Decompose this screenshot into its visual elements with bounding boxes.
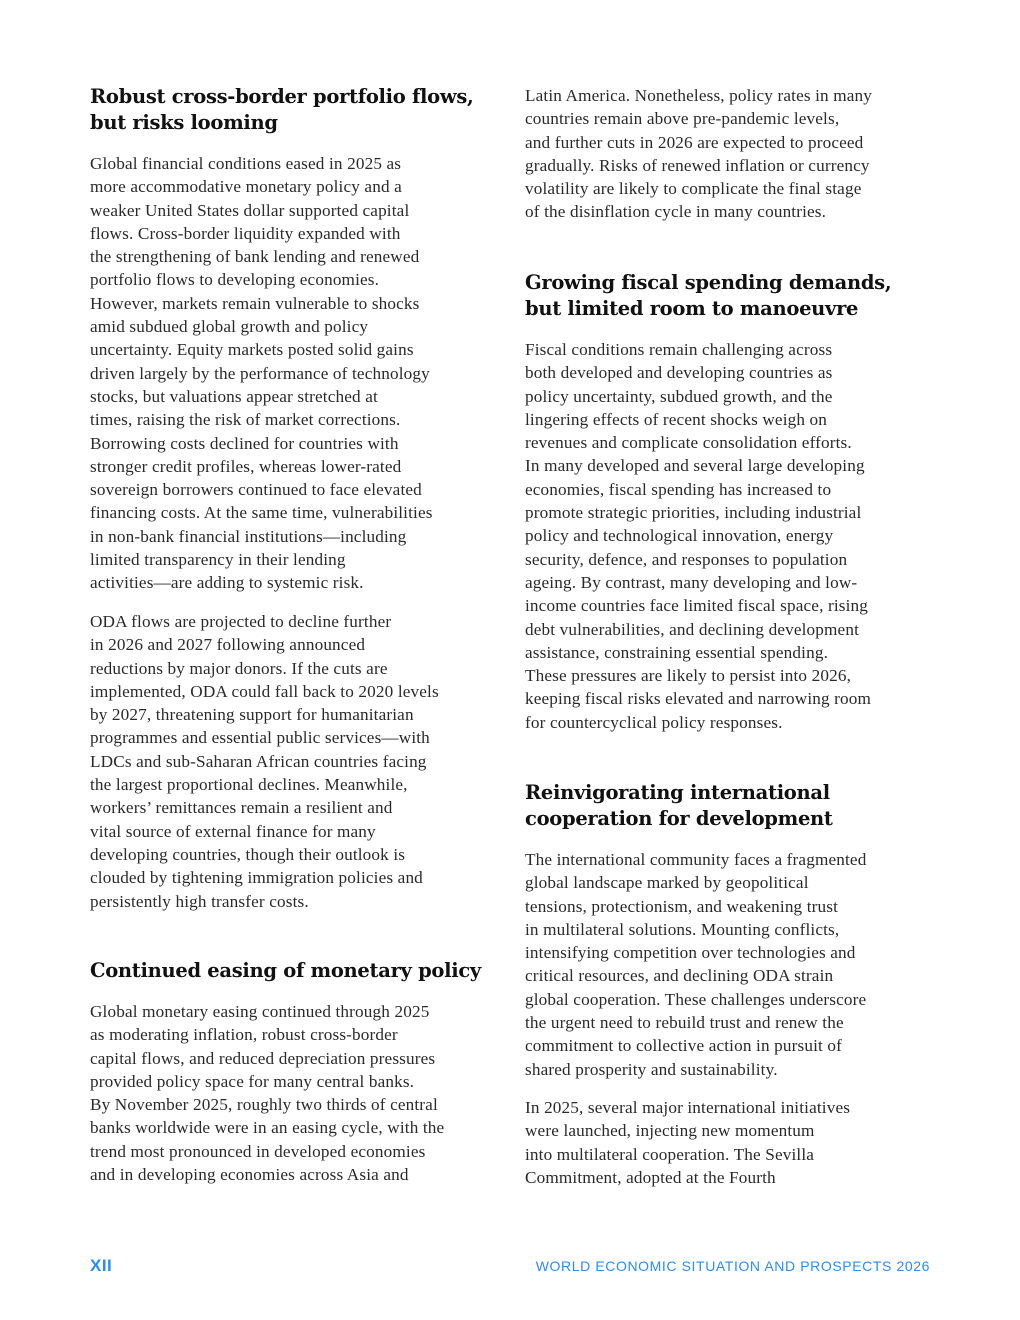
text-line: uncertainty. Equity markets posted solid gains — [90, 340, 414, 360]
text-line: security, defence, and responses to population — [525, 549, 848, 569]
paragraph-monetary-continuation — [525, 84, 872, 224]
text-line: more accommodative monetary policy and a — [90, 177, 402, 197]
paragraph-oda-flows — [90, 610, 439, 913]
text-line: sovereign borrowers continued to face elevated — [90, 480, 422, 500]
text-line: stocks, but valuations appear stretched at — [90, 386, 378, 406]
text-line: amid subdued global growth and policy — [90, 317, 369, 337]
section-heading-international-cooperation — [525, 780, 833, 832]
text-line: times, raising the risk of market corrections. — [90, 410, 401, 430]
text-line: by 2027, threatening support for humanitarian — [90, 705, 414, 725]
text-line: economies, fiscal spending has increased to — [525, 479, 832, 499]
text-line: global cooperation. These challenges underscore — [525, 989, 867, 1009]
text-line: income countries face limited fiscal space, rising — [525, 596, 869, 616]
text-line: The international community faces a fragmented — [525, 850, 867, 869]
text-line: LDCs and sub-Saharan African countries facing — [90, 751, 427, 771]
text-line: countries remain above pre-pandemic levels, — [525, 109, 840, 129]
text-line: revenues and complicate consolidation efforts. — [525, 433, 852, 453]
text-line: policy uncertainty, subdued growth, and the — [525, 386, 833, 406]
text-line: lingering effects of recent shocks weigh on — [525, 409, 828, 429]
text-line: vital source of external finance for many — [90, 821, 376, 841]
text-line: Global financial conditions eased in 2025 as — [90, 154, 402, 173]
text-line: Latin America. Nonetheless, policy rates in many — [525, 86, 873, 105]
section-heading-monetary-policy — [90, 958, 481, 984]
heading-line: Growing fiscal spending demands, — [525, 271, 892, 294]
text-line: the urgent need to rebuild trust and renew the — [525, 1013, 844, 1033]
text-line: into multilateral cooperation. The Sevilla — [525, 1144, 815, 1164]
text-line: reductions by major donors. If the cuts are — [90, 658, 388, 678]
paragraph-monetary-easing — [90, 1000, 444, 1186]
text-line: debt vulnerabilities, and declining development — [525, 619, 859, 639]
text-line: promote strategic priorities, including industrial — [525, 503, 862, 523]
text-line: However, markets remain vulnerable to shocks — [90, 293, 420, 313]
text-line: the largest proportional declines. Meanwhile, — [90, 775, 408, 795]
text-line: capital flows, and reduced depreciation pressures — [90, 1048, 436, 1068]
text-line: portfolio flows to developing economies. — [90, 270, 380, 290]
text-line: ODA flows are projected to decline further — [90, 612, 392, 631]
text-line: the strengthening of bank lending and renewed — [90, 247, 420, 267]
text-line: financing costs. At the same time, vulnerabilities — [90, 503, 433, 523]
publication-title: WORLD ECONOMIC SITUATION AND PROSPECTS 2026 — [535, 1258, 930, 1274]
text-line: and further cuts in 2026 are expected to proceed — [525, 132, 864, 152]
text-line: stronger credit profiles, whereas lower-rated — [90, 456, 402, 476]
text-line: both developed and developing countries as — [525, 363, 833, 383]
text-line: assistance, constraining essential spending. — [525, 642, 829, 662]
text-line: persistently high transfer costs. — [90, 891, 309, 911]
text-line: ageing. By contrast, many developing and low- — [525, 572, 858, 592]
paragraph-fragmented-landscape — [525, 848, 866, 1081]
text-line: programmes and essential public services—with — [90, 728, 430, 748]
text-line: By November 2025, roughly two thirds of central — [90, 1095, 438, 1115]
text-line: Fiscal conditions remain challenging across — [525, 340, 833, 359]
text-line: gradually. Risks of renewed inflation or currency — [525, 155, 870, 175]
paragraph-international-initiatives — [525, 1096, 850, 1189]
text-line: weaker United States dollar supported capital — [90, 200, 410, 220]
page-number: XII — [90, 1256, 113, 1275]
text-line: activities—are adding to systemic risk. — [90, 573, 364, 593]
text-line: limited transparency in their lending — [90, 550, 346, 570]
text-line: tensions, protectionism, and weakening trust — [525, 896, 839, 916]
text-line: for countercyclical policy responses. — [525, 712, 783, 732]
heading-line: Reinvigorating international — [525, 781, 830, 804]
text-line: of the disinflation cycle in many countries. — [525, 202, 827, 222]
text-line: shared prosperity and sustainability. — [525, 1059, 778, 1079]
paragraph-fiscal-conditions — [525, 338, 871, 734]
text-line: In many developed and several large developing — [525, 456, 865, 476]
section-heading-portfolio-flows — [90, 84, 474, 136]
heading-line: Continued easing of monetary policy — [90, 959, 481, 982]
text-line: global landscape marked by geopolitical — [525, 873, 809, 893]
text-line: Commitment, adopted at the Fourth — [525, 1167, 776, 1187]
heading-line: Robust cross-border portfolio flows, — [90, 85, 474, 108]
text-line: in non-bank financial institutions—including — [90, 526, 407, 546]
heading-line: cooperation for development — [525, 807, 833, 830]
text-line: and in developing economies across Asia and — [90, 1165, 409, 1185]
text-line: developing countries, though their outlook is — [90, 844, 406, 864]
text-line: banks worldwide were in an easing cycle, with the — [90, 1118, 445, 1138]
heading-line: but limited room to manoeuvre — [525, 297, 859, 320]
text-line: were launched, injecting new momentum — [525, 1121, 815, 1141]
text-line: as moderating inflation, robust cross-border — [90, 1025, 398, 1045]
paragraph-financial-conditions — [90, 152, 433, 595]
text-line: in 2026 and 2027 following announced — [90, 635, 366, 655]
text-line: volatility are likely to complicate the final stage — [525, 179, 862, 199]
text-line: critical resources, and declining ODA strain — [525, 966, 834, 986]
text-line: These pressures are likely to persist into 2026, — [525, 666, 852, 686]
text-line: workers’ remittances remain a resilient and — [90, 798, 393, 818]
text-line: flows. Cross-border liquidity expanded with — [90, 223, 401, 243]
text-line: provided policy space for many central banks. — [90, 1071, 415, 1091]
text-line: driven largely by the performance of technology — [90, 363, 430, 383]
section-heading-fiscal-spending — [525, 270, 891, 322]
text-line: in multilateral solutions. Mounting conflicts, — [525, 919, 840, 939]
text-line: clouded by tightening immigration policies and — [90, 868, 423, 888]
text-line: Borrowing costs declined for countries with — [90, 433, 399, 453]
text-line: commitment to collective action in pursuit of — [525, 1036, 843, 1056]
text-line: keeping fiscal risks elevated and narrowing room — [525, 689, 872, 709]
heading-line: but risks looming — [90, 111, 278, 134]
text-line: Global monetary easing continued through 2025 — [90, 1002, 430, 1021]
text-line: trend most pronounced in developed economies — [90, 1141, 426, 1161]
text-line: intensifying competition over technologies and — [525, 943, 856, 963]
text-line: policy and technological innovation, energy — [525, 526, 834, 546]
text-line: implemented, ODA could fall back to 2020 levels — [90, 681, 439, 701]
text-line: In 2025, several major international initiatives — [525, 1098, 851, 1117]
